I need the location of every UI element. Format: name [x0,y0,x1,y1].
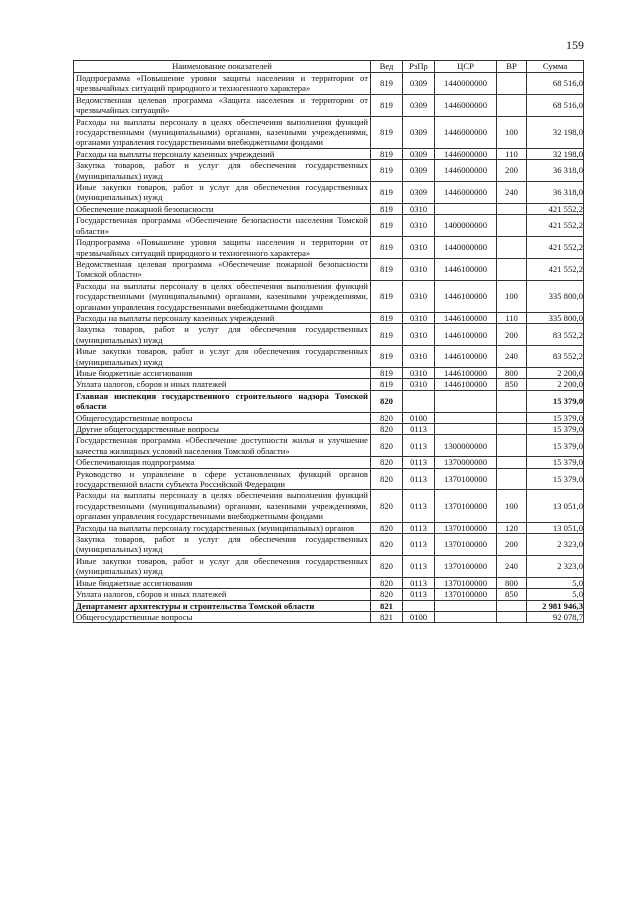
cell-rzpr: 0113 [403,522,435,533]
cell-ved: 820 [371,534,403,556]
table-row [74,148,584,159]
cell-rzpr: 0310 [403,280,435,312]
cell-sum: 2 200,0 [527,367,584,378]
cell-csr [435,424,497,435]
cell-vr: 850 [497,379,527,390]
cell-rzpr: 0113 [403,457,435,468]
table-row [74,600,584,611]
cell-name: Расходы на выплаты персоналу в целях обеспечения выполнения функций государственными (муниципальными) органами, казенными учреждениями, органами управления государственными внебюджетными фондами [74,280,371,312]
table-row [74,215,584,237]
cell-rzpr: 0310 [403,312,435,323]
table-row [74,116,584,148]
cell-sum: 32 198,0 [527,148,584,159]
page-number: 159 [566,38,584,52]
cell-sum: 15 379,0 [527,435,584,457]
cell-csr [435,203,497,214]
cell-sum: 2 981 946,3 [527,600,584,611]
cell-rzpr: 0113 [403,577,435,588]
cell-sum: 13 051,0 [527,490,584,522]
cell-name: Иные закупки товаров, работ и услуг для обеспечения государственных (муниципальных) нужд [74,555,371,577]
table-row [74,160,584,182]
cell-name: Уплата налогов, сборов и иных платежей [74,589,371,600]
cell-csr: 1400000000 [435,215,497,237]
cell-rzpr: 0309 [403,73,435,95]
table-row [74,435,584,457]
cell-ved: 820 [371,490,403,522]
cell-name: Государственная программа «Обеспечение безопасности населения Томской области» [74,215,371,237]
cell-vr [497,457,527,468]
table-row [74,280,584,312]
cell-ved: 819 [371,182,403,204]
cell-sum: 32 198,0 [527,116,584,148]
cell-rzpr: 0113 [403,534,435,556]
cell-sum: 335 800,0 [527,312,584,323]
table-row [74,346,584,368]
cell-csr: 1370100000 [435,555,497,577]
cell-vr: 800 [497,577,527,588]
cell-rzpr: 0310 [403,258,435,280]
cell-ved: 819 [371,346,403,368]
cell-ved: 819 [371,203,403,214]
cell-vr: 200 [497,160,527,182]
cell-rzpr: 0310 [403,203,435,214]
cell-csr: 1370100000 [435,577,497,588]
table-row [74,577,584,588]
cell-sum: 2 200,0 [527,379,584,390]
cell-csr: 1370100000 [435,468,497,490]
header-rzpr: РзПр [403,61,435,73]
cell-ved: 819 [371,258,403,280]
cell-rzpr: 0113 [403,435,435,457]
cell-sum: 335 800,0 [527,280,584,312]
cell-name: Закупка товаров, работ и услуг для обеспечения государственных (муниципальных) нужд [74,324,371,346]
budget-table [73,60,584,623]
cell-vr [497,258,527,280]
cell-name: Государственная программа «Обеспечение доступности жилья и улучшение качества жилищных условий населения Томской области» [74,435,371,457]
cell-sum: 15 379,0 [527,468,584,490]
header-ved: Вед [371,61,403,73]
cell-vr [497,73,527,95]
cell-vr [497,412,527,423]
cell-csr: 1446100000 [435,379,497,390]
cell-vr [497,203,527,214]
cell-name: Уплата налогов, сборов и иных платежей [74,379,371,390]
table-row [74,367,584,378]
cell-name: Расходы на выплаты персоналу в целях обеспечения выполнения функций государственными (муниципальными) органами, казенными учреждениями, органами управления государственными внебюджетными фондами [74,116,371,148]
cell-csr: 1300000000 [435,435,497,457]
cell-sum: 15 379,0 [527,457,584,468]
cell-sum: 421 552,2 [527,215,584,237]
cell-rzpr: 0310 [403,379,435,390]
table-row [74,468,584,490]
cell-csr: 1440000000 [435,73,497,95]
cell-name: Главная инспекция государственного строительного надзора Томской области [74,390,371,412]
cell-name: Другие общегосударственные вопросы [74,424,371,435]
cell-csr [435,412,497,423]
cell-csr: 1370000000 [435,457,497,468]
cell-csr: 1446100000 [435,346,497,368]
cell-csr: 1446000000 [435,182,497,204]
cell-sum: 2 323,0 [527,534,584,556]
cell-vr: 800 [497,367,527,378]
cell-name: Иные закупки товаров, работ и услуг для обеспечения государственных (муниципальных) нужд [74,182,371,204]
table-row [74,182,584,204]
cell-vr [497,215,527,237]
cell-sum: 68 516,0 [527,73,584,95]
cell-rzpr [403,390,435,412]
cell-ved: 819 [371,73,403,95]
header-csr: ЦСР [435,61,497,73]
cell-rzpr: 0113 [403,555,435,577]
cell-rzpr: 0310 [403,215,435,237]
cell-ved: 820 [371,457,403,468]
cell-rzpr: 0310 [403,237,435,259]
cell-csr: 1370100000 [435,522,497,533]
cell-sum: 2 323,0 [527,555,584,577]
cell-vr: 110 [497,312,527,323]
cell-name: Расходы на выплаты персоналу государственных (муниципальных) органов [74,522,371,533]
cell-sum: 15 379,0 [527,390,584,412]
cell-vr [497,468,527,490]
cell-sum: 13 051,0 [527,522,584,533]
cell-vr: 240 [497,182,527,204]
cell-name: Закупка товаров, работ и услуг для обеспечения государственных (муниципальных) нужд [74,534,371,556]
cell-ved: 819 [371,379,403,390]
cell-sum: 36 318,0 [527,160,584,182]
table-row [74,534,584,556]
cell-name: Общегосударственные вопросы [74,412,371,423]
table-row [74,390,584,412]
table-row [74,237,584,259]
cell-sum: 421 552,2 [527,203,584,214]
cell-csr: 1446000000 [435,148,497,159]
cell-name: Закупка товаров, работ и услуг для обеспечения государственных (муниципальных) нужд [74,160,371,182]
cell-csr [435,390,497,412]
table-body [74,73,584,623]
cell-vr: 200 [497,534,527,556]
cell-rzpr: 0113 [403,589,435,600]
cell-vr [497,435,527,457]
cell-vr: 200 [497,324,527,346]
cell-rzpr: 0113 [403,424,435,435]
header-sum: Сумма [527,61,584,73]
cell-sum: 83 552,2 [527,324,584,346]
cell-sum: 83 552,2 [527,346,584,368]
table-row [74,312,584,323]
cell-name: Обеспечение пожарной безопасности [74,203,371,214]
cell-vr [497,94,527,116]
cell-csr: 1370100000 [435,589,497,600]
cell-ved: 820 [371,589,403,600]
cell-csr: 1446100000 [435,280,497,312]
cell-ved: 820 [371,412,403,423]
cell-name: Иные закупки товаров, работ и услуг для обеспечения государственных (муниципальных) нужд [74,346,371,368]
cell-vr: 110 [497,148,527,159]
cell-rzpr: 0309 [403,160,435,182]
cell-csr: 1446100000 [435,258,497,280]
cell-csr: 1446000000 [435,160,497,182]
cell-ved: 819 [371,116,403,148]
cell-name: Подпрограмма «Повышение уровня защиты населения и территории от чрезвычайных ситуаций природного и техногенного характера» [74,237,371,259]
cell-ved: 819 [371,280,403,312]
table-row [74,94,584,116]
cell-csr: 1370100000 [435,534,497,556]
table-header-row [74,61,584,73]
header-name: Наименование показателей [74,61,371,73]
table-row [74,73,584,95]
cell-sum: 15 379,0 [527,424,584,435]
cell-ved: 821 [371,611,403,622]
cell-rzpr: 0100 [403,611,435,622]
cell-rzpr: 0113 [403,468,435,490]
cell-ved: 819 [371,215,403,237]
cell-name: Ведомственная целевая программа «Обеспечение пожарной безопасности Томской области» [74,258,371,280]
cell-vr: 240 [497,346,527,368]
cell-rzpr: 0113 [403,490,435,522]
table-row [74,424,584,435]
cell-sum: 15 379,0 [527,412,584,423]
cell-ved: 820 [371,390,403,412]
cell-vr: 100 [497,490,527,522]
table-row [74,324,584,346]
cell-vr [497,611,527,622]
cell-csr: 1440000000 [435,237,497,259]
cell-ved: 819 [371,324,403,346]
table-row [74,589,584,600]
cell-name: Иные бюджетные ассигнования [74,367,371,378]
cell-ved: 819 [371,148,403,159]
cell-ved: 820 [371,522,403,533]
cell-ved: 820 [371,577,403,588]
cell-rzpr: 0309 [403,148,435,159]
cell-ved: 819 [371,367,403,378]
cell-csr: 1446100000 [435,367,497,378]
table-row [74,379,584,390]
cell-vr [497,600,527,611]
cell-csr: 1446000000 [435,116,497,148]
cell-ved: 819 [371,312,403,323]
cell-vr: 100 [497,116,527,148]
cell-sum: 36 318,0 [527,182,584,204]
cell-ved: 820 [371,435,403,457]
cell-sum: 5,0 [527,589,584,600]
cell-ved: 820 [371,468,403,490]
cell-name: Руководство и управление в сфере установленных функций органов государственной власти субъекта Российской Федерации [74,468,371,490]
cell-vr: 100 [497,280,527,312]
cell-rzpr: 0309 [403,94,435,116]
table-row [74,611,584,622]
cell-csr: 1446100000 [435,324,497,346]
cell-ved: 819 [371,160,403,182]
table-row [74,457,584,468]
cell-ved: 819 [371,94,403,116]
cell-vr [497,390,527,412]
table-row [74,412,584,423]
cell-sum: 68 516,0 [527,94,584,116]
cell-sum: 421 552,2 [527,258,584,280]
table-row [74,490,584,522]
cell-csr [435,611,497,622]
cell-rzpr: 0100 [403,412,435,423]
cell-rzpr: 0310 [403,324,435,346]
cell-name: Расходы на выплаты персоналу казенных учреждений [74,148,371,159]
table-row [74,258,584,280]
cell-rzpr: 0309 [403,182,435,204]
cell-csr [435,600,497,611]
cell-csr: 1446000000 [435,94,497,116]
cell-sum: 5,0 [527,577,584,588]
cell-name: Общегосударственные вопросы [74,611,371,622]
table-row [74,555,584,577]
cell-sum: 92 078,7 [527,611,584,622]
cell-name: Расходы на выплаты персоналу казенных учреждений [74,312,371,323]
cell-rzpr [403,600,435,611]
cell-name: Расходы на выплаты персоналу в целях обеспечения выполнения функций государственными (муниципальными) органами, казенными учреждениями, органами управления государственными внебюджетными фондами [74,490,371,522]
cell-vr: 240 [497,555,527,577]
cell-csr: 1370100000 [435,490,497,522]
cell-rzpr: 0309 [403,116,435,148]
cell-csr: 1446100000 [435,312,497,323]
cell-name: Обеспечивающая подпрограмма [74,457,371,468]
table-row [74,522,584,533]
cell-vr: 850 [497,589,527,600]
cell-name: Подпрограмма «Повышение уровня защиты населения и территории от чрезвычайных ситуаций природного и техногенного характера» [74,73,371,95]
cell-ved: 821 [371,600,403,611]
cell-name: Иные бюджетные ассигнования [74,577,371,588]
cell-vr [497,424,527,435]
cell-vr [497,237,527,259]
cell-ved: 820 [371,555,403,577]
cell-name: Ведомственная целевая программа «Защита населения и территории от чрезвычайных ситуаций» [74,94,371,116]
cell-ved: 819 [371,237,403,259]
table-row [74,203,584,214]
cell-rzpr: 0310 [403,367,435,378]
cell-sum: 421 552,2 [527,237,584,259]
cell-rzpr: 0310 [403,346,435,368]
cell-name: Департамент архитектуры и строительства Томской области [74,600,371,611]
header-vr: ВР [497,61,527,73]
cell-ved: 820 [371,424,403,435]
cell-vr: 120 [497,522,527,533]
